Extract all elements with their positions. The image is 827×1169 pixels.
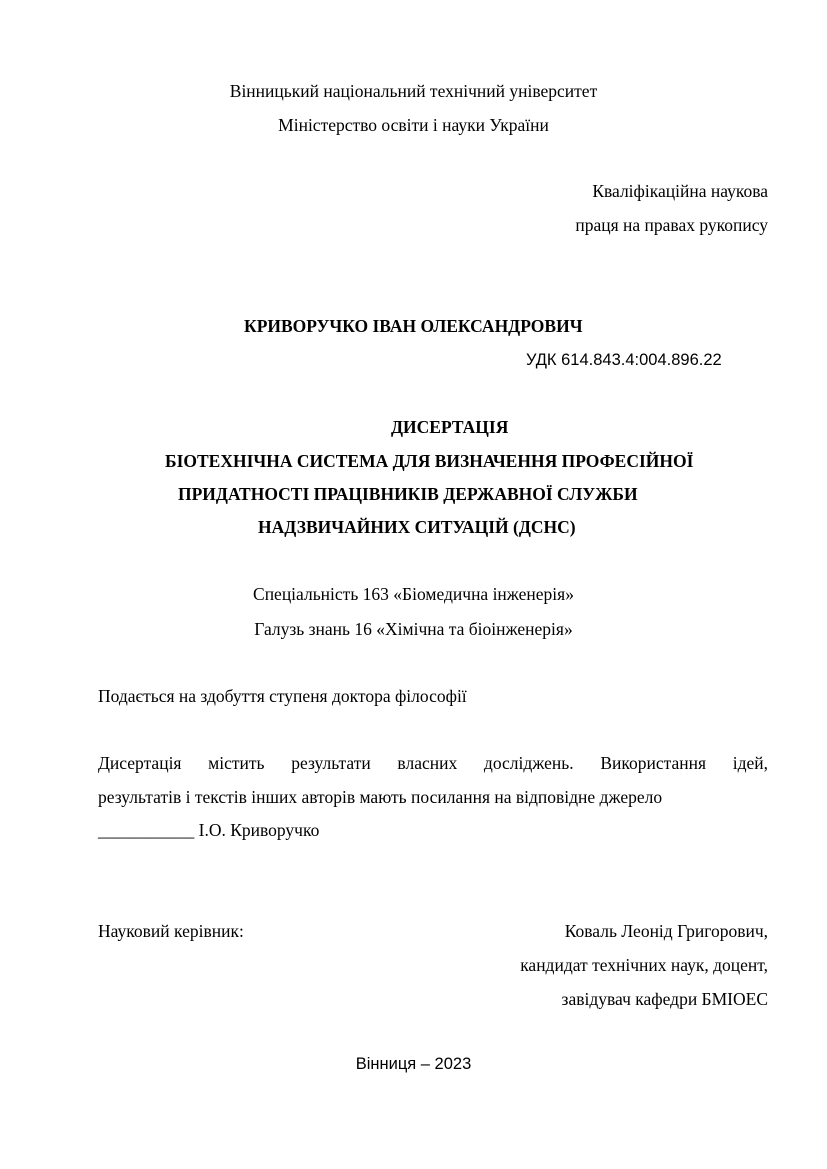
udc-code: УДК 614.843.4:004.896.22 — [526, 351, 722, 369]
dissertation-label: ДИСЕРТАЦІЯ — [391, 417, 509, 437]
ministry-name: Міністерство освіти і науки України — [278, 115, 549, 135]
supervisor-label: Науковий керівник: — [98, 921, 244, 941]
supervisor-degree: кандидат технічних наук, доцент, — [520, 955, 768, 975]
declaration-line1: Дисертація містить результати власних досліджень. Використання ідей, — [98, 753, 768, 773]
author-name: КРИВОРУЧКО ІВАН ОЛЕКСАНДРОВИЧ — [244, 316, 583, 336]
field-of-knowledge: Галузь знань 16 «Хімічна та біоінженерія» — [254, 619, 573, 639]
submission-statement: Подається на здобуття ступеня доктора філософії — [98, 686, 467, 706]
specialty: Спеціальність 163 «Біомедична інженерія» — [253, 584, 574, 604]
supervisor-position: завідувач кафедри БМІОЕС — [561, 989, 768, 1009]
manuscript-note-line2: праця на правах рукопису — [575, 215, 768, 235]
manuscript-note-line1: Кваліфікаційна наукова — [592, 181, 768, 201]
supervisor-name: Коваль Леонід Григорович, — [564, 921, 768, 941]
author-signature: ___________ І.О. Криворучко — [98, 820, 320, 840]
dissertation-title-line1: БІОТЕХНІЧНА СИСТЕМА ДЛЯ ВИЗНАЧЕННЯ ПРОФЕСІЙНОЇ — [165, 451, 694, 471]
dissertation-title-line2: ПРИДАТНОСТІ ПРАЦІВНИКІВ ДЕРЖАВНОЇ СЛУЖБИ — [178, 484, 638, 504]
university-name: Вінницький національний технічний університет — [229, 81, 598, 101]
dissertation-title-line3: НАДЗВИЧАЙНИХ СИТУАЦІЙ (ДСНС) — [258, 517, 576, 537]
city-year: Вінниця – 2023 — [355, 1055, 472, 1073]
declaration-line2: результатів і текстів інших авторів мають посилання на відповідне джерело — [98, 787, 663, 807]
